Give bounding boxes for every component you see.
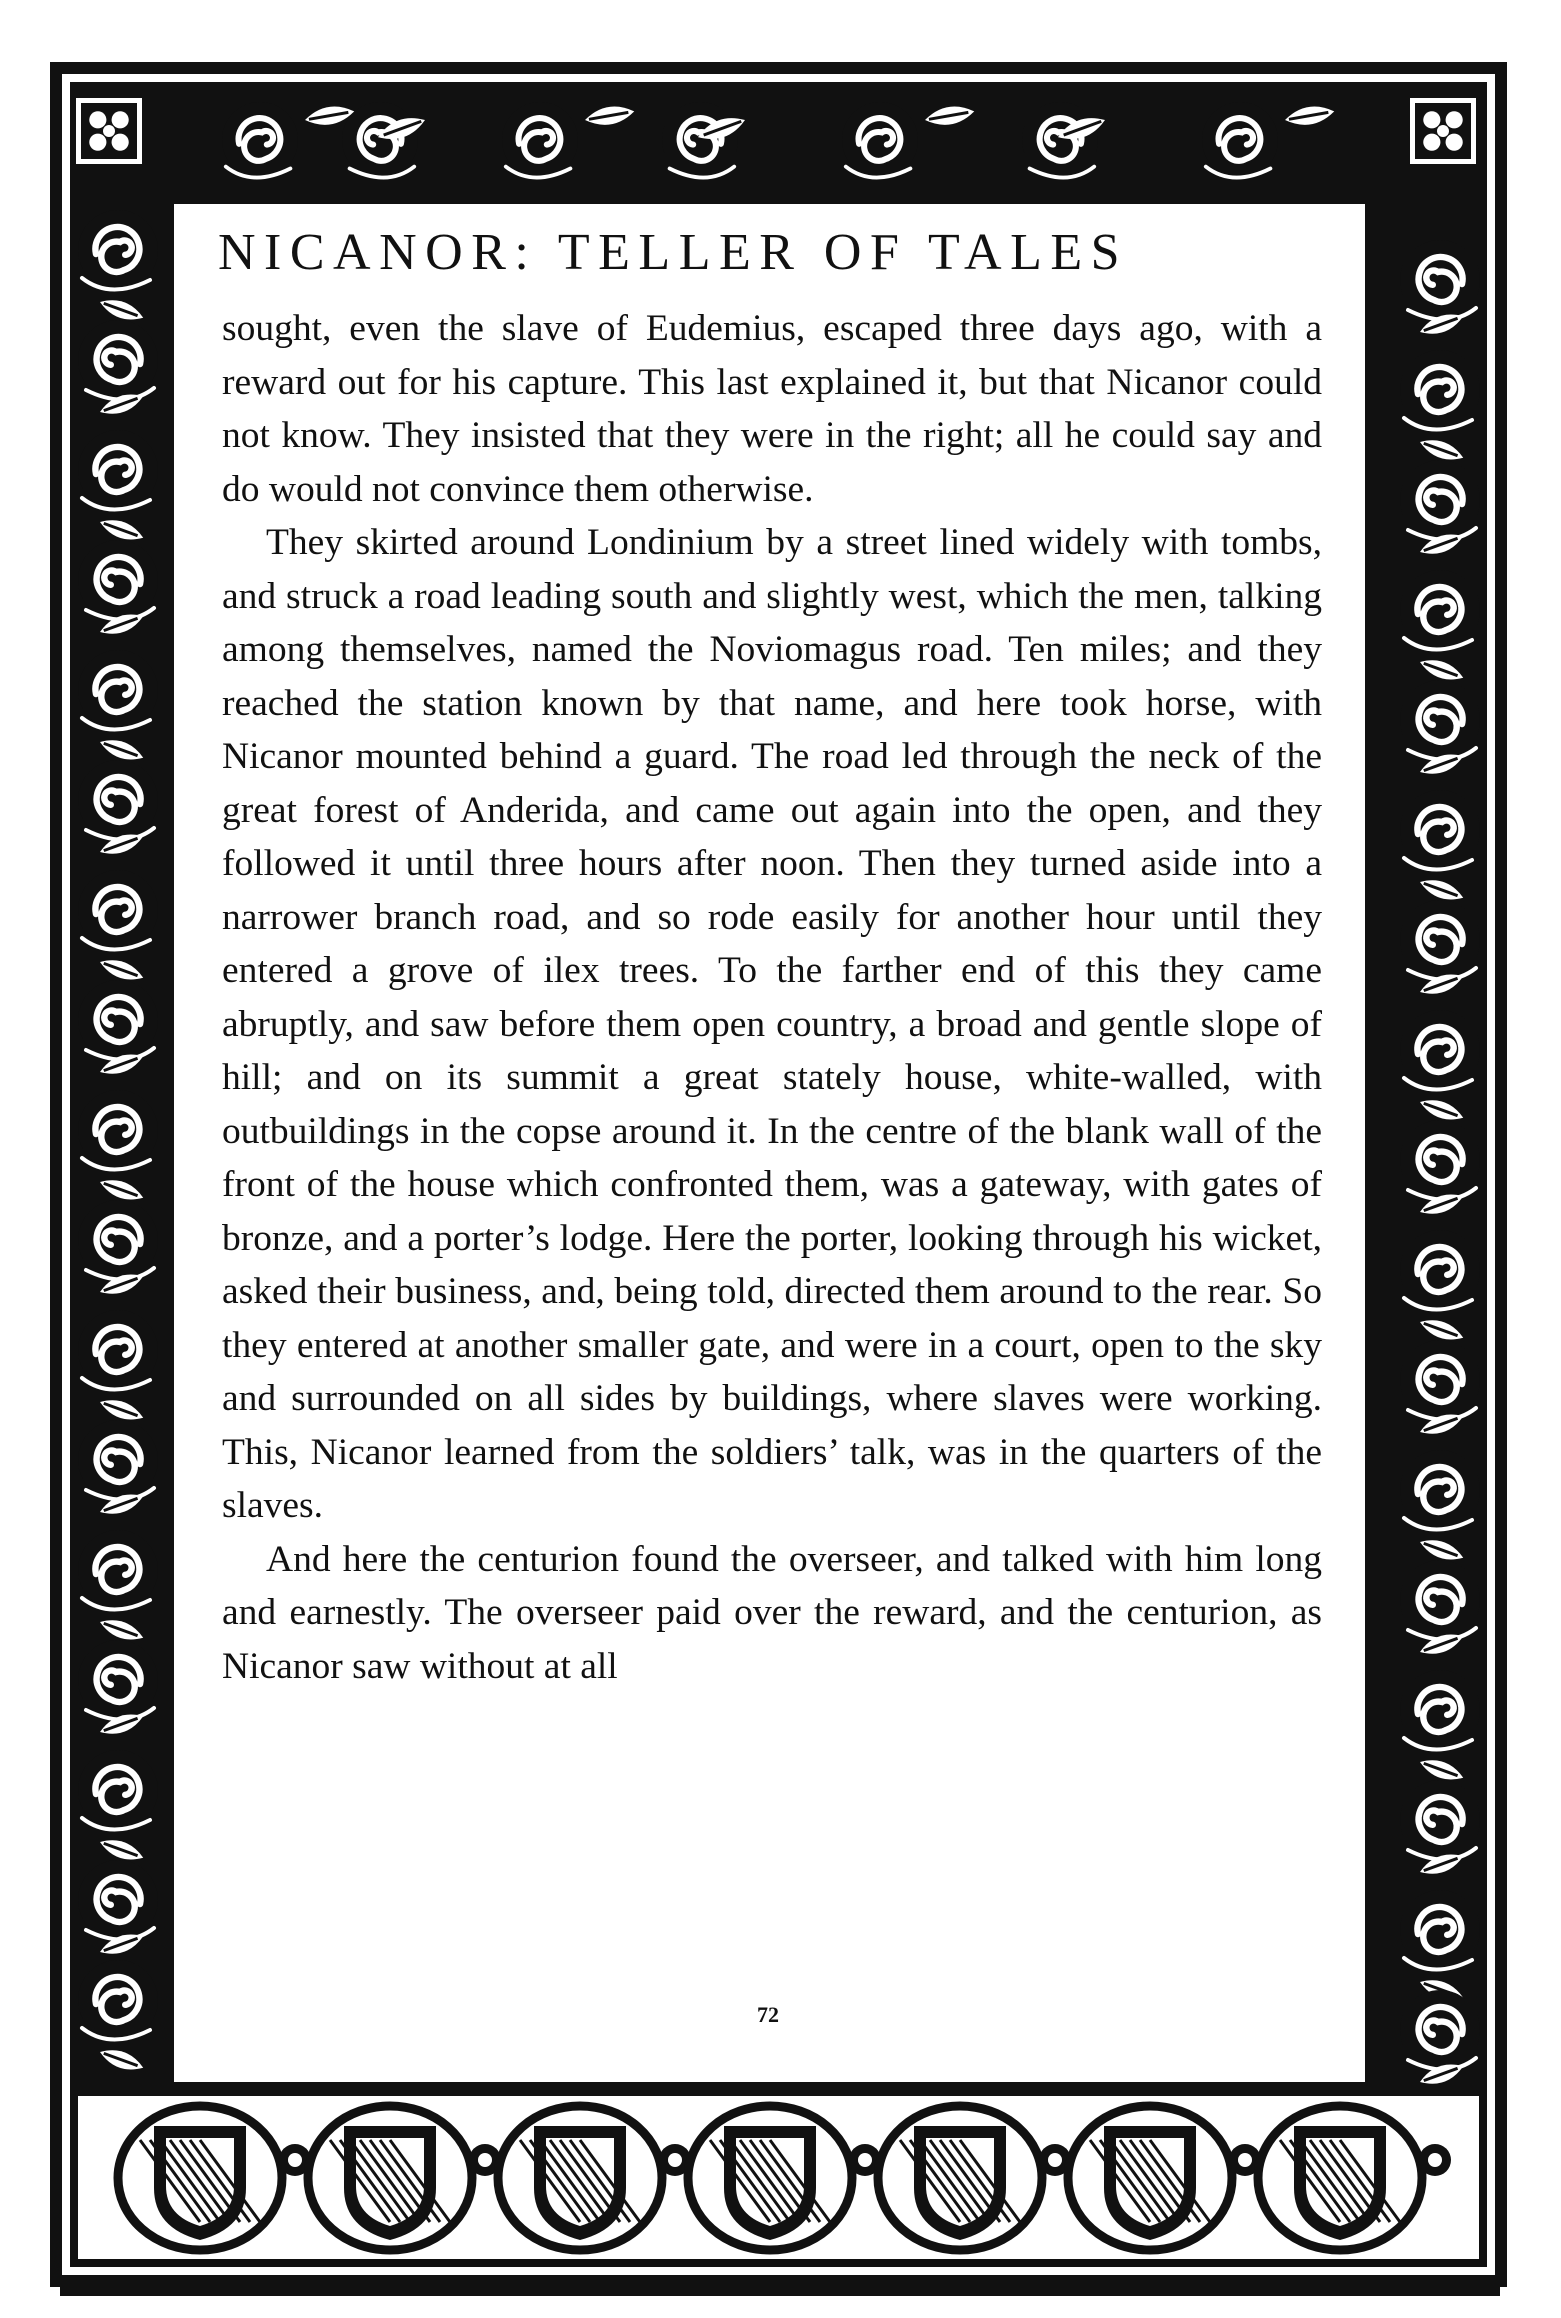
left-scroll	[78, 1310, 158, 1390]
left-scroll	[78, 1640, 158, 1720]
page-number: 72	[757, 2002, 779, 2027]
right-scroll	[1400, 1780, 1480, 1860]
left-scroll	[78, 1530, 158, 1610]
right-scroll	[1400, 1890, 1480, 1970]
top-scroll	[662, 102, 738, 178]
right-scroll	[1400, 240, 1480, 320]
left-scroll	[78, 1420, 158, 1500]
flower-tile-icon	[1410, 98, 1476, 164]
right-scroll	[1400, 790, 1480, 870]
top-scroll	[342, 102, 418, 178]
left-scroll	[78, 1860, 158, 1940]
paragraph: sought, even the slave of Eudemius, escaped three days ago, with a reward out for his capture. This last explained it, but that Nicanor could not know. They insisted that they were in the right; all he could say and do would not convince them otherwise.	[222, 308, 1322, 510]
left-scroll	[78, 430, 158, 510]
right-scroll	[1400, 570, 1480, 650]
left-scroll	[78, 540, 158, 620]
left-scroll	[78, 760, 158, 840]
right-scroll	[1400, 1340, 1480, 1420]
paragraph: They skirted around Londinium by a street lined widely with tombs, and struck a road leading south and slightly west, which the men, talking among themselves, named the Noviomagus road. Ten miles; and they reached the station known by that name, and here took horse, with Nicanor mounted behind a guard. The road led through the neck of the great forest of Anderida, and came out again into the open, and they followed it until three hours after noon. Then they turned aside into a narrower branch road, and so rode easily for another hour until they entered a grove of ilex trees. To the farther end of this they came abruptly, and saw before them open country, a broad and gentle slope of hill; and on its summit a great stately house, white-walled, with outbuildings in the copse around it. In the centre of the blank wall of the front of the house which confronted them, was a gateway, with gates of bronze, and a porter’s lodge. Here the porter, looking through his wicket, asked their business, and, being told, directed them around to the rear. So they entered at another smaller gate, and were in a court, open to the sky and surrounded on all sides by buildings, where slaves were working. This, Nicanor learned from the soldiers’ talk, was in the quarters of the slaves.	[222, 522, 1322, 1526]
left-scroll	[78, 210, 158, 290]
right-scroll	[1400, 460, 1480, 540]
paragraph: And here the centurion found the overseer, and talked with him long and earnestly. The overseer paid over the reward, and the centurion, as Nicanor saw without at all	[222, 1538, 1322, 1687]
right-scroll	[1400, 1230, 1480, 1310]
top-scroll	[502, 102, 578, 178]
top-scroll	[842, 102, 918, 178]
left-scroll	[78, 1200, 158, 1280]
left-scroll	[78, 1090, 158, 1170]
right-scroll	[1400, 1990, 1480, 2070]
text-body	[222, 302, 1322, 1693]
left-scroll	[78, 320, 158, 400]
right-scroll	[1400, 1120, 1480, 1200]
left-scroll	[78, 870, 158, 950]
right-scroll	[1400, 900, 1480, 980]
left-scroll	[78, 1960, 158, 2040]
right-scroll	[1400, 1670, 1480, 1750]
running-head: NICANOR: TELLER OF TALES	[218, 224, 1129, 281]
left-scroll	[78, 650, 158, 730]
right-scroll	[1400, 1450, 1480, 1530]
text-panel	[178, 208, 1361, 2078]
right-scroll	[1400, 350, 1480, 430]
left-scroll	[78, 980, 158, 1060]
left-scroll	[78, 1750, 158, 1830]
top-scroll	[1022, 102, 1098, 178]
bottom-rule	[60, 2284, 1500, 2296]
right-scroll	[1400, 1010, 1480, 1090]
right-scroll	[1400, 680, 1480, 760]
right-scroll	[1400, 1560, 1480, 1640]
flower-tile-icon	[76, 98, 142, 164]
top-scroll	[1202, 102, 1278, 178]
top-scroll	[222, 102, 298, 178]
